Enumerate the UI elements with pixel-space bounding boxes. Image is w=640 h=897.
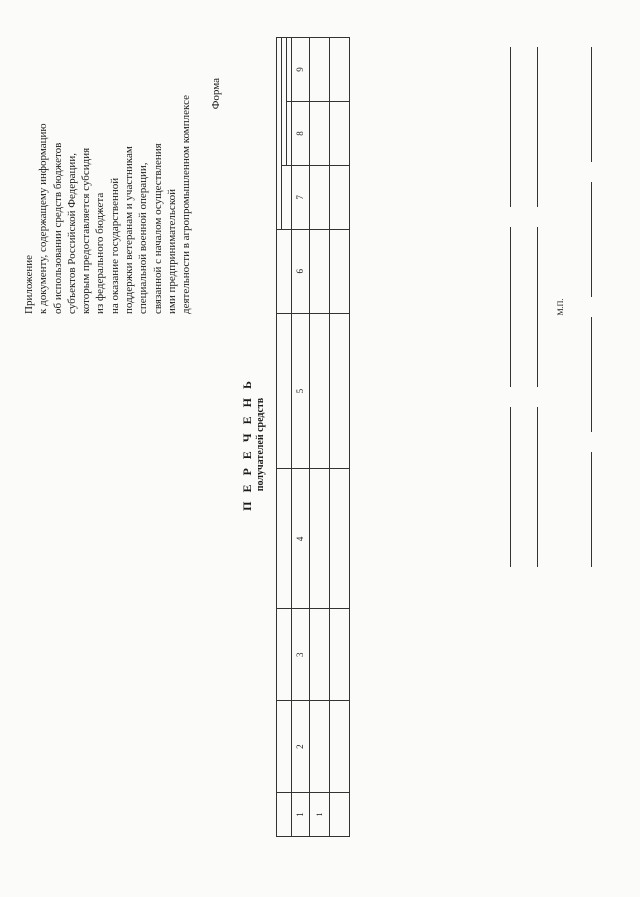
caption — [592, 182, 593, 297]
table-cell — [330, 313, 350, 469]
table-cell — [330, 701, 350, 793]
table-cell — [310, 701, 330, 793]
appendix-line: на оказание государственной — [108, 177, 121, 314]
table-cell — [330, 609, 350, 701]
title-sub: получателей средств — [255, 397, 266, 492]
table-cell — [310, 229, 330, 313]
stamp-mark: М.П. — [556, 298, 565, 316]
appendix-line: специальной военной операции, — [137, 162, 150, 314]
appendix-line: из федерального бюджета — [94, 192, 107, 314]
column-number: 8 — [292, 101, 310, 165]
title-main: П Е Р Е Ч Е Н Ь — [240, 378, 254, 511]
stamp-row — [548, 37, 566, 837]
appendix-line: которым предоставляется субсидия — [80, 147, 93, 314]
header-cell — [277, 469, 292, 609]
form-label: Форма — [210, 78, 222, 110]
column-number: 4 — [292, 469, 310, 609]
header-cell — [277, 313, 292, 469]
table-cell — [310, 313, 330, 469]
column-number: 6 — [292, 229, 310, 313]
appendix-line: об использовании средств бюджетов — [51, 142, 64, 314]
appendix-line: к документу, содержащему информацию — [37, 123, 50, 314]
table-cell — [330, 38, 350, 102]
caption — [511, 47, 512, 207]
appendix-line: ими предпринимательской — [165, 189, 178, 314]
caption — [592, 47, 593, 162]
table-cell — [330, 165, 350, 229]
table-cell — [330, 793, 350, 837]
table-row — [310, 38, 330, 837]
appendix-note — [22, 44, 194, 314]
column-number: 7 — [292, 165, 310, 229]
appendix-line: связанной с началом осуществления — [151, 143, 164, 314]
table-cell — [310, 469, 330, 609]
caption — [538, 47, 539, 207]
rotated-form-page — [8, 8, 624, 881]
signature-row-accountant — [521, 37, 539, 837]
header-cell — [277, 609, 292, 701]
table-cell — [330, 469, 350, 609]
table-row — [330, 38, 350, 837]
caption — [538, 407, 539, 567]
caption — [592, 317, 593, 432]
header-cell — [282, 165, 292, 229]
caption — [592, 452, 593, 567]
appendix-line: субъектов Российской Федерации, — [65, 153, 78, 314]
table-cell — [330, 229, 350, 313]
signature-block — [494, 37, 602, 837]
table-cell — [310, 165, 330, 229]
recipients-table — [276, 37, 350, 837]
header-cell — [277, 701, 292, 793]
table-cell — [310, 38, 330, 102]
signature-row-head — [494, 37, 512, 837]
appendix-line: деятельности в агропромышленном комплексе — [180, 95, 193, 314]
signature-row-performer — [575, 37, 593, 837]
caption — [538, 227, 539, 387]
header-cell — [277, 229, 292, 313]
caption — [511, 407, 512, 567]
appendix-line: поддержки ветеранам и участникам — [123, 146, 136, 314]
appendix-line: Приложение — [23, 254, 35, 314]
caption — [511, 227, 512, 387]
column-number: 3 — [292, 609, 310, 701]
table-cell — [330, 101, 350, 165]
column-number: 1 — [292, 793, 310, 837]
column-number: 5 — [292, 313, 310, 469]
column-number: 2 — [292, 701, 310, 793]
column-number-row — [292, 38, 310, 837]
table-cell — [310, 609, 330, 701]
header-cell — [277, 793, 292, 837]
row-index: 1 — [310, 793, 330, 837]
table-cell — [310, 101, 330, 165]
document-title — [240, 8, 268, 881]
column-number: 9 — [292, 38, 310, 102]
